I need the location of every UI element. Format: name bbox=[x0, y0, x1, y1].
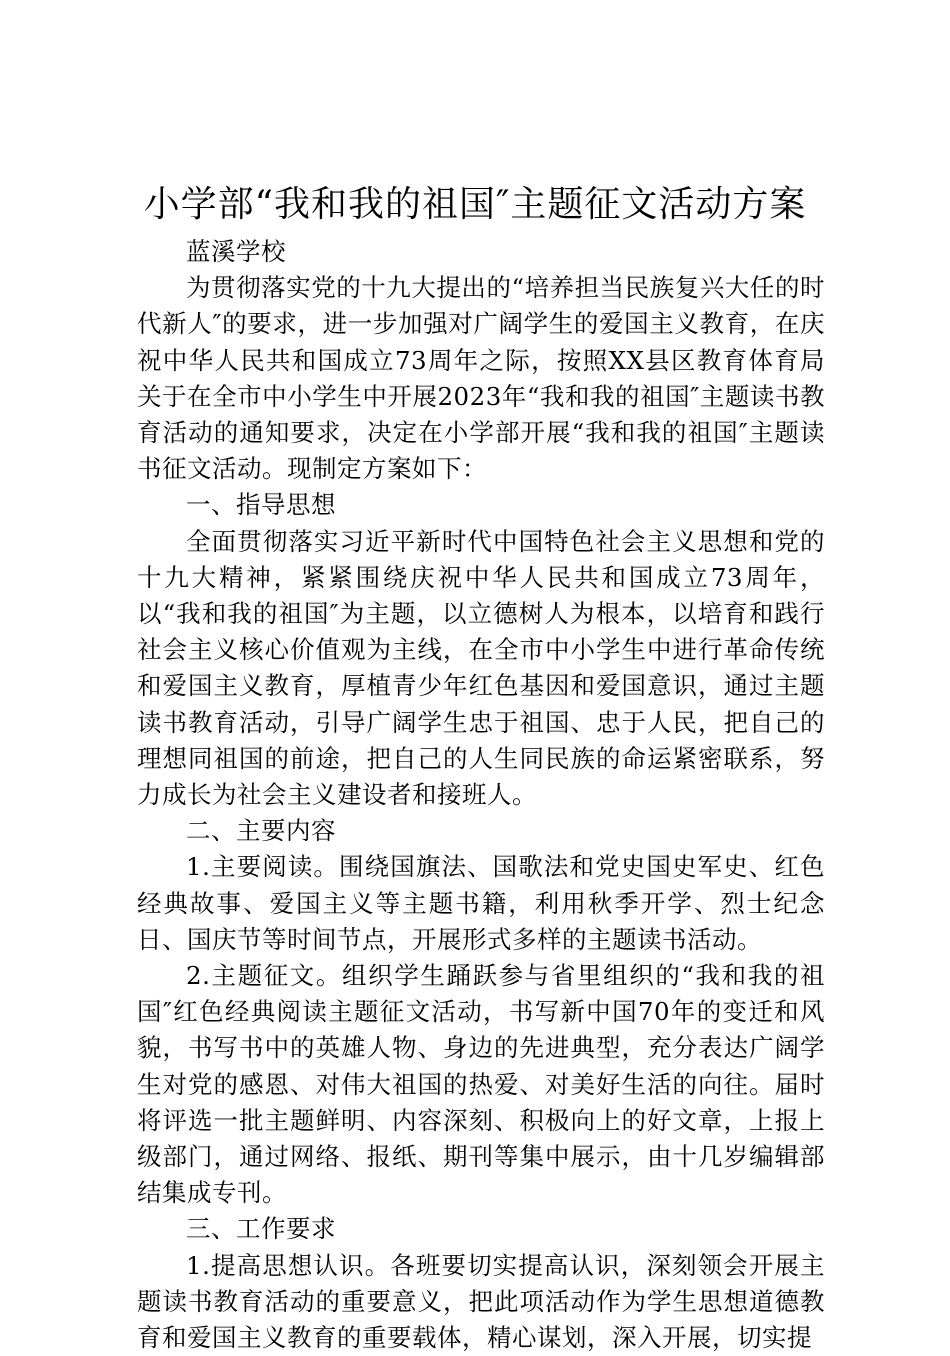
section-heading-guiding-ideology: 一、指导思想 bbox=[186, 490, 336, 520]
section-heading-work-requirements: 三、工作要求 bbox=[186, 1214, 336, 1244]
work-requirement-item-1: 1.提高思想认识。各班要切实提高认识，深刻领会开展主题读书教育活动的重要意义，把此项活动作为学生思想道德教育和爱国主义教育的重要载体，精心谋划，深入开展，切实提 bbox=[137, 1250, 825, 1353]
document-title: 小学部“我和我的祖国″主题征文活动方案 bbox=[143, 184, 807, 225]
section-heading-main-content: 二、主要内容 bbox=[186, 816, 336, 846]
school-name: 蓝溪学校 bbox=[186, 237, 286, 266]
guiding-ideology-paragraph: 全面贯彻落实习近平新时代中国特色社会主义思想和党的十九大精神，紧紧围绕庆祝中华人民共和国成立73周年，以“我和我的祖国″为主题，以立德树人为根本，以培育和践行社会主义核心价值观为主线，在全市中小学生中进行革命传统和爱国主义教育，厚植青少年红色基因和爱国意识，通过主题读书教育活动，引导广阔学生忠于祖国、忠于人民，把自己的理想同祖国的前途，把自己的人生同民族的命运紧密联系，努力成长为社会主义建设者和接班人。 bbox=[137, 526, 825, 810]
intro-paragraph: 为贯彻落实党的十九大提出的“培养担当民族复兴大任的时代新人″的要求，进一步加强对广阔学生的爱国主义教育，在庆祝中华人民共和国成立73周年之际，按照XX县区教育体育局关于在全市中小学生中开展2023年“我和我的祖国″主题读书教育活动的通知要求，决定在小学部开展“我和我的祖国″主题读书征文活动。现制定方案如下： bbox=[137, 273, 825, 484]
main-content-item-essay: 2.主题征文。组织学生踊跃参与省里组织的“我和我的祖国″红色经典阅读主题征文活动，书写新中国70年的变迁和风貌，书写书中的英雄人物、身边的先进典型，充分表达广阔学生对党的感恩、对伟大祖国的热爱、对美好生活的向往。届时将评选一批主题鲜明、内容深刻、积极向上的好文章，上报上级部门，通过网络、报纸、期刊等集中展示，由十几岁编辑部结集成专刊。 bbox=[137, 961, 825, 1208]
main-content-item-reading: 1.主要阅读。围绕国旗法、国歌法和党史国史军史、红色经典故事、爱国主义等主题书籍，利用秋季开学、烈士纪念日、国庆节等时间节点，开展形式多样的主题读书活动。 bbox=[137, 852, 825, 954]
document-body bbox=[137, 234, 825, 1356]
